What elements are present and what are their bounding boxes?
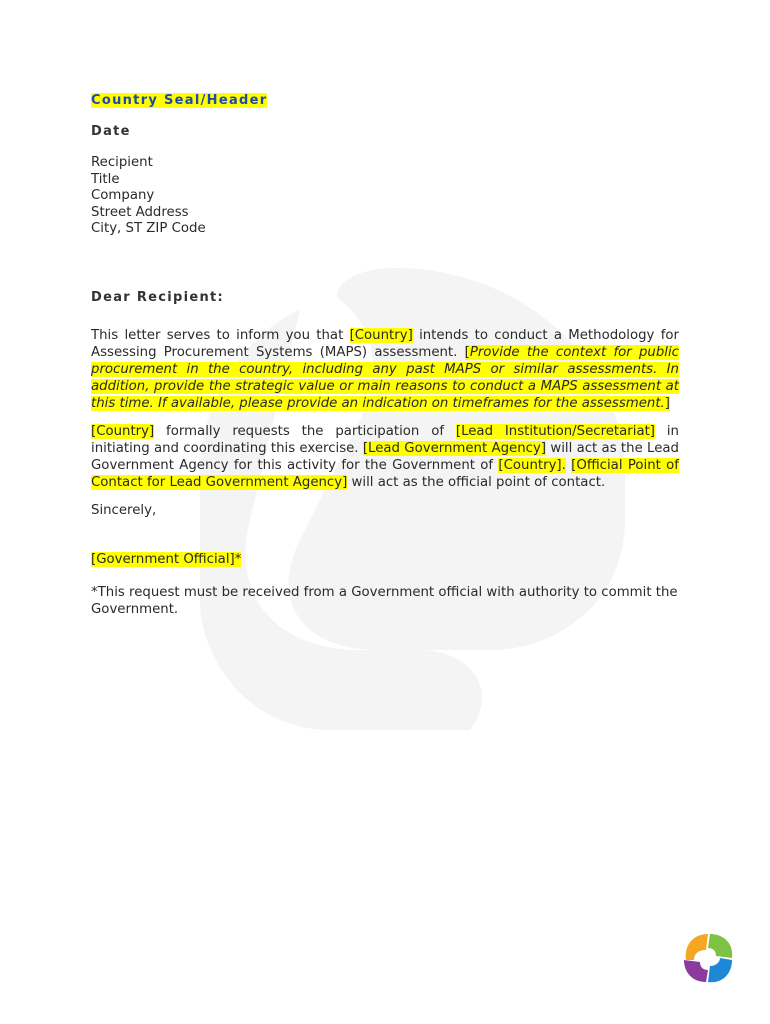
government-official: [Government Official]* [91, 551, 242, 567]
closing: Sincerely, [91, 502, 157, 518]
placeholder-context: Provide the context for public procurement in the country, including any past MAPS or similar assessments. In addition, provide the strategic value or main reasons to conduct a MAPS assessment at this time. If available, please provide an indication on timeframes for the assessment. [91, 344, 679, 411]
address-city: City, ST ZIP Code [91, 221, 206, 236]
address-recipient: Recipient [91, 155, 153, 170]
paragraph-intro: This letter serves to inform you that [Country] intends to conduct a Methodology for Assessing Procurement Systems (MAPS) assessment. [Provide the context for public procurement in the country, including any past MAPS or similar assessments. In addition, provide the strategic value or main reasons to conduct a MAPS assessment at this time. If available, please provide an indication on timeframes for the assessment.] [91, 327, 679, 411]
placeholder-country: [Country] [349, 327, 413, 343]
recipient-address [91, 155, 679, 238]
address-company: Company [91, 188, 155, 203]
footnote: *This request must be received from a Government official with authority to commit the Government. [91, 584, 678, 617]
address-street: Street Address [91, 204, 189, 220]
app-logo-icon [680, 930, 736, 986]
placeholder-lead-agency: [Lead Government Agency] [362, 440, 547, 456]
placeholder-country: [Country] [91, 423, 155, 439]
date-heading: Date [91, 124, 131, 139]
salutation: Dear Recipient: [91, 289, 225, 305]
address-title: Title [91, 171, 120, 187]
letter-body [91, 92, 679, 618]
placeholder-country: [Country]. [498, 457, 566, 473]
placeholder-lead-institution: [Lead Institution/Secretariat] [455, 423, 655, 439]
placeholder-official-poc: [Official Point of Contact for Lead Government Agency] [91, 457, 679, 490]
country-seal-header: Country Seal/Header [91, 93, 268, 108]
paragraph-request: [Country] formally requests the participation of [Lead Institution/Secretariat] in initiating and coordinating this exercise. [Lead Government Agency] will act as the Lead Government Agency for this activity for the Government of [Country]. [Official Point of Contact for Lead Government Agency] will act as the official point of contact. [91, 423, 679, 490]
